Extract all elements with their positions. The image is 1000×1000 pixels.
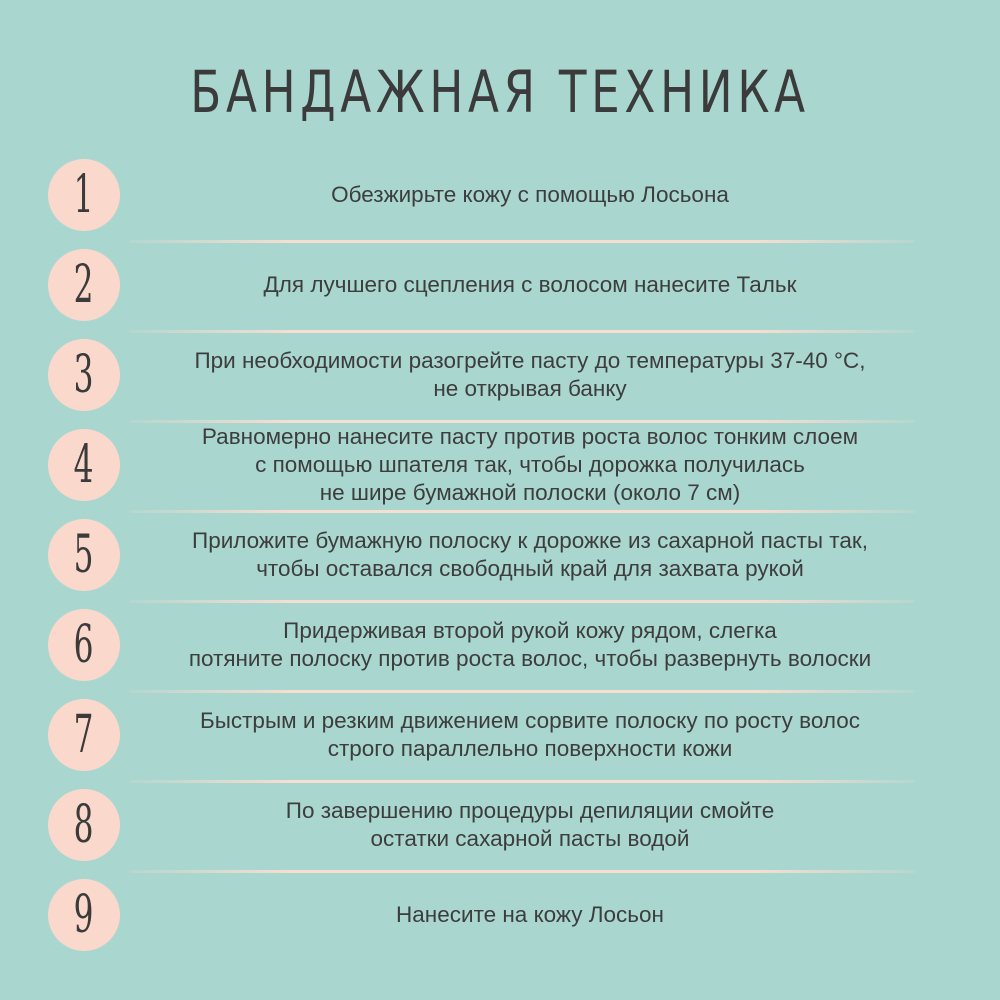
step-number-badge [48,339,120,411]
step-item-9 [0,872,1000,962]
step-item-8 [0,782,1000,872]
step-item-1 [0,152,1000,242]
step-text: Для лучшего сцепления с волосом нанесите Тальк [263,272,797,297]
step-number-badge [48,879,120,951]
step-number-badge [48,609,120,681]
step-number: 3 [74,345,94,405]
step-number-badge [48,159,120,231]
step-number: 7 [74,705,94,765]
step-text: Быстрым и резким движением сорвите полоску по росту волос строго параллельно поверхности кожи [199,708,861,761]
step-item-2 [0,242,1000,332]
step-text: Придерживая второй рукой кожу рядом, слегка потяните полоску против роста волос, чтобы развернуть волоски [188,618,872,671]
step-number: 2 [74,255,94,315]
step-number: 1 [74,165,94,225]
step-item-3 [0,332,1000,422]
step-number-badge [48,789,120,861]
step-text: Обезжирьте кожу с помощью Лосьона [331,182,729,207]
step-text: Нанесите на кожу Лосьон [396,902,664,927]
step-number: 4 [74,435,94,495]
step-number: 5 [74,525,94,585]
step-item-5 [0,512,1000,602]
step-text: Равномерно нанесите пасту против роста волос тонким слоем с помощью шпателя так, чтобы дорожка получилась не шире бумажной полоски (около 7 см) [201,424,859,505]
step-number: 9 [74,885,94,945]
step-number-badge [48,699,120,771]
step-number: 8 [74,795,94,855]
step-text: По завершению процедуры депиляции смойте остатки сахарной пасты водой [285,798,775,851]
step-number-badge [48,519,120,591]
step-item-7 [0,692,1000,782]
step-item-6 [0,602,1000,692]
step-text: При необходимости разогрейте пасту до температуры 37-40 °С, не открывая банку [194,348,866,401]
step-number: 6 [74,615,94,675]
step-number-badge [48,429,120,501]
step-text: Приложите бумажную полоску к дорожке из сахарной пасты так, чтобы оставался свободный край для захвата рукой [192,528,868,581]
step-item-4 [0,422,1000,512]
page-title: БАНДАЖНАЯ ТЕХНИКА [190,58,810,126]
step-number-badge [48,249,120,321]
